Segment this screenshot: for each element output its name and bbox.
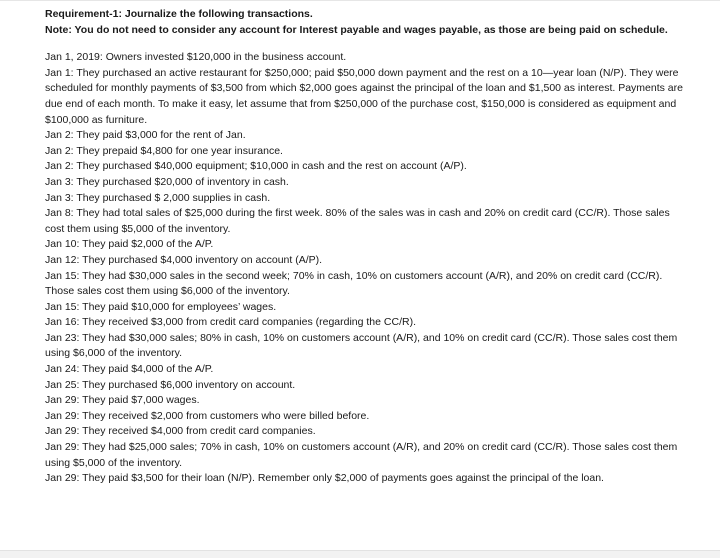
transaction-line: Jan 25: They purchased $6,000 inventory on account. [45,378,296,391]
transaction-line: Jan 3: They purchased $20,000 of inventory in cash. [45,175,289,188]
transaction-line: Jan 29: They received $4,000 from credit card companies. [45,425,316,438]
transaction-line: Jan 29: They paid $3,500 for their loan (N/P). Remember only $2,000 of payments goes against the principal of the loan. [45,472,604,485]
note-text: Note: You do not need to consider any account for Interest payable and wages payable, as those are being paid on schedule. [45,23,668,36]
transaction-line: Jan 15: They had $30,000 sales in the second week; 70% in cash, 10% on customers account (A/R), and 20% on credit card (CC/R). Those sales cost them using $6,000 of the inventory. [45,269,663,298]
transaction-line: Jan 16: They received $3,000 from credit card companies (regarding the CC/R). [45,316,416,329]
transaction-line: Jan 2: They paid $3,000 for the rent of Jan. [45,129,246,142]
transaction-line: Jan 15: They paid $10,000 for employees’ wages. [45,300,277,313]
transaction-line: Jan 1, 2019: Owners invested $120,000 in the business account. [45,51,347,64]
transaction-line: Jan 2: They purchased $40,000 equipment; $10,000 in cash and the rest on account (A/P). [45,160,467,173]
transaction-line: Jan 23: They had $30,000 sales; 80% in cash, 10% on customers account (A/R), and 10% on credit card (CC/R). Those sales cost them using $6,000 of the inventory. [45,331,678,360]
page-bottom-edge [0,550,720,558]
transaction-line: Jan 24: They paid $4,000 of the A/P. [45,363,214,376]
transaction-line: Jan 2: They prepaid $4,800 for one year insurance. [45,144,283,157]
transaction-line: Jan 8: They had total sales of $25,000 during the first week. 80% of the sales was in cash and 20% on credit card (CC/R). Those sales cost them using $5,000 of the inventory. [45,207,670,235]
transaction-line: Jan 12: They purchased $4,000 inventory on account (A/P). [45,253,323,266]
transaction-line: Jan 29: They received $2,000 from customers who were billed before. [45,409,370,422]
transaction-line: Jan 10: They paid $2,000 of the A/P. [45,238,214,251]
transaction-line: Jan 29: They paid $7,000 wages. [45,394,200,407]
transaction-line: Jan 3: They purchased $ 2,000 supplies in cash. [45,191,271,204]
document-body [45,7,690,487]
requirement-heading: Requirement-1: Journalize the following transactions. [45,8,313,20]
transaction-line: Jan 1: They purchased an active restaurant for $250,000; paid $50,000 down payment and the rest on a 10—year loan (N/P). They were scheduled for monthly payments of $3,500 from which $2,000 goes against the principal of the loan and $1,500 as interest. Payments are due end of each month. To make it easy, let assume that from $250,000 of the purchase cost, $150,000 is considered as equipment and $100,000 as furniture. [45,66,683,126]
transaction-line: Jan 29: They had $25,000 sales; 70% in cash, 10% on customers account (A/R), and 20% on credit card (CC/R). Those sales cost them using $5,000 of the inventory. [45,441,678,469]
